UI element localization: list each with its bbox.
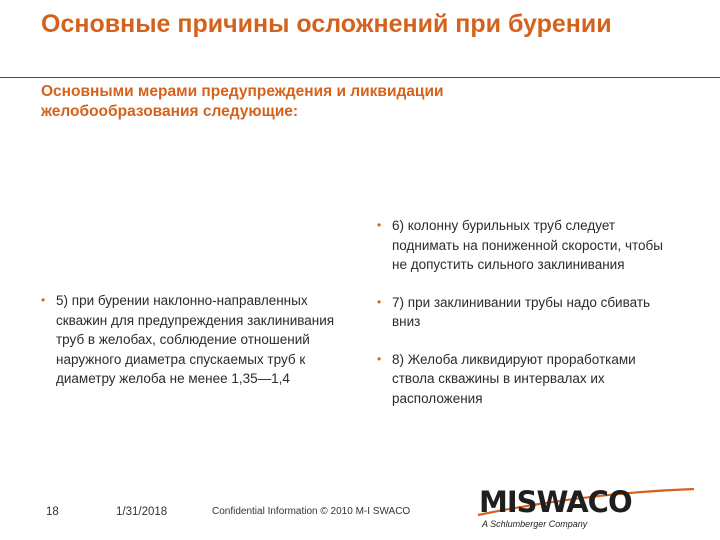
bullet-text: 8) Желоба ликвидируют проработками ствола скважины в интервалах их расположения (392, 351, 636, 406)
left-column (41, 291, 341, 389)
list-item (41, 291, 341, 389)
bullet-text: 5) при бурении наклонно-направленных скважин для предупреждения заклинивания труб в желобах, соблюдение отношений наружного диаметра спускаемых труб к диаметру желоба не менее 1,35—1,4 (56, 293, 335, 386)
logo-wordmark: MISWACO (479, 485, 632, 519)
bullet-icon: • (377, 294, 382, 309)
bullet-icon: • (41, 293, 46, 307)
page-number: 18 (46, 506, 59, 518)
company-logo (476, 483, 696, 535)
bullet-text: 6) колонну бурильных труб следует поднимать на пониженной скорости, чтобы не допустить сильного заклинивания (392, 218, 663, 272)
bullet-icon: • (377, 351, 382, 366)
title-divider (0, 77, 720, 78)
slide-title: Основные причины осложнений при бурении (41, 10, 612, 38)
list-item (377, 216, 677, 275)
footer-date: 1/31/2018 (116, 506, 168, 518)
footer-confidential: Confidential Information © 2010 M-I SWACO (212, 506, 411, 517)
bullet-text: 7) при заклинивании трубы надо сбивать вниз (392, 294, 651, 329)
list-item (377, 350, 677, 409)
slide-subtitle: Основными мерами предупреждения и ликвидации желобообразования следующие: (41, 83, 444, 120)
list-item (377, 293, 677, 332)
logo-tagline: A Schlumberger Company (482, 519, 588, 529)
right-column (377, 216, 677, 408)
bullet-icon: • (377, 218, 382, 232)
